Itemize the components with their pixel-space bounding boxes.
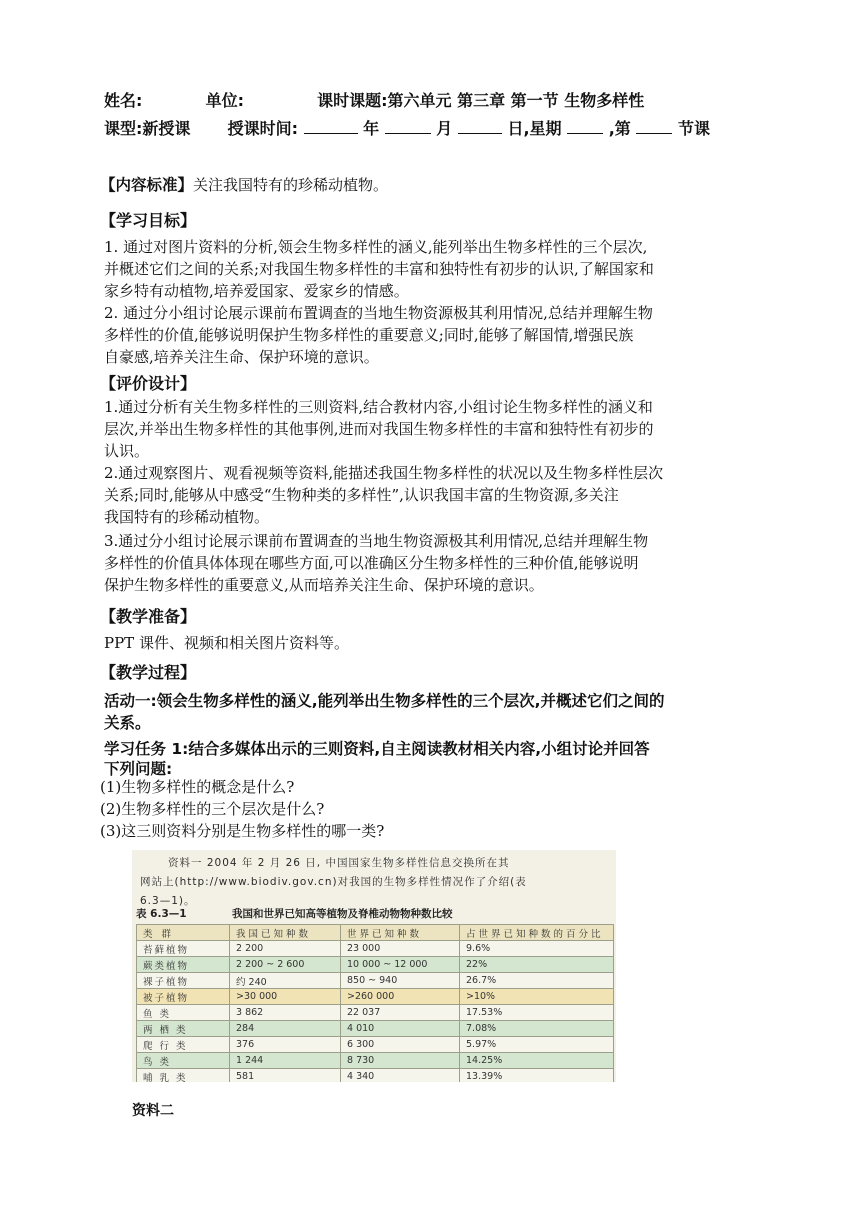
group-cell: 蕨类植物: [137, 957, 230, 973]
content-standard-heading: 【内容标准】: [100, 176, 194, 194]
activity-line: 关系。: [104, 714, 151, 732]
world-count-cell: 10 000 ~ 12 000: [341, 957, 460, 973]
table-row: [137, 941, 614, 957]
teaching-time-label: 授课时间:: [227, 119, 298, 138]
world-count-cell: 22 037: [341, 1005, 460, 1021]
content-standard: [100, 174, 388, 196]
world-count-cell: 23 000: [341, 941, 460, 957]
world-count-cell: 850 ~ 940: [341, 973, 460, 989]
percent-cell: 26.7%: [460, 973, 614, 989]
material-one-intro-line: 6.3—1)。: [140, 895, 196, 907]
table-row: [137, 1037, 614, 1053]
evaluation-line: 认识。: [104, 442, 150, 460]
preparation-text: PPT 课件、视频和相关图片资料等。: [104, 634, 349, 652]
evaluation-heading: 【评价设计】: [100, 374, 197, 393]
unit-label: 单位:: [205, 91, 244, 110]
group-cell: 爬 行 类: [137, 1037, 230, 1053]
material-one-intro: [140, 854, 608, 911]
china-count-cell: 1 244: [230, 1053, 341, 1069]
material-one-figure: [132, 850, 616, 1082]
evaluation-line: 保护生物多样性的重要意义,从而培养关注生命、保护环境的意识。: [104, 576, 544, 594]
china-count-cell: 284: [230, 1021, 341, 1037]
content-standard-text: 关注我国特有的珍稀动植物。: [193, 176, 389, 194]
china-count-cell: 2 200: [230, 941, 341, 957]
table-header-row: [137, 925, 614, 941]
table-row: [137, 1005, 614, 1021]
table-row: [137, 1053, 614, 1069]
percent-cell: >10%: [460, 989, 614, 1005]
task-line: 学习任务 1:结合多媒体出示的三则资料,自主阅读教材相关内容,小组讨论并回答: [104, 740, 650, 758]
table-number: 表 6.3—1: [136, 908, 187, 920]
group-cell: 被子植物: [137, 989, 230, 1005]
day-blank: [458, 119, 502, 134]
percent-cell: 7.08%: [460, 1021, 614, 1037]
name-label: 姓名:: [104, 91, 143, 110]
month-blank: [385, 119, 431, 134]
world-count-cell: >260 000: [341, 989, 460, 1005]
learning-goal-line: 自豪感,培养关注生命、保护环境的意识。: [104, 348, 379, 366]
china-count-cell: 2 200 ~ 2 600: [230, 957, 341, 973]
group-cell: 鱼 类: [137, 1005, 230, 1021]
period-suffix: 节课: [677, 119, 710, 138]
group-cell: 苔藓植物: [137, 941, 230, 957]
china-count-cell: >30 000: [230, 989, 341, 1005]
lesson-topic: 课时课题:第六单元 第三章 第一节 生物多样性: [317, 91, 645, 110]
year-label: 年: [363, 119, 380, 138]
learning-goals-heading: 【学习目标】: [100, 211, 197, 230]
column-header: 类 群: [137, 925, 230, 941]
month-label: 月: [436, 119, 453, 138]
column-header: 世界已知种数: [341, 925, 460, 941]
evaluation-line: 层次,并举出生物多样性的其他事例,进而对我国生物多样性的丰富和独特性有初步的: [104, 420, 654, 438]
table-row: [137, 973, 614, 989]
task-line: 下列问题:: [104, 760, 173, 778]
activity-line: 活动一:领会生物多样性的涵义,能列举出生物多样性的三个层次,并概述它们之间的: [104, 692, 665, 710]
percent-cell: 9.6%: [460, 941, 614, 957]
header-row-2: [104, 116, 710, 139]
group-cell: 裸子植物: [137, 973, 230, 989]
table-row: [137, 989, 614, 1005]
learning-goal-line: 并概述它们之间的关系;对我国生物多样性的丰富和独特性有初步的认识,了解国家和: [104, 260, 654, 278]
period-prefix: ,第: [608, 119, 631, 138]
preparation-heading: 【教学准备】: [100, 607, 197, 626]
weekday-blank: [567, 119, 603, 134]
species-table: [136, 924, 614, 1082]
evaluation-line: 关系;同时,能够从中感受“生物种类的多样性”,认识我国丰富的生物资源,多关注: [104, 486, 619, 504]
china-count-cell: 581: [230, 1069, 341, 1083]
world-count-cell: 6 300: [341, 1037, 460, 1053]
day-label: 日,星期: [507, 119, 562, 138]
question-item: (2)生物多样性的三个层次是什么?: [100, 800, 325, 818]
evaluation-line: 3.通过分小组讨论展示课前布置调查的当地生物资源极其利用情况,总结并理解生物: [104, 532, 649, 550]
material-two-label: 资料二: [132, 1103, 174, 1119]
evaluation-line: 2.通过观察图片、观看视频等资料,能描述我国生物多样性的状况以及生物多样性层次: [104, 464, 664, 482]
table-caption: [136, 906, 453, 921]
group-cell: 哺 乳 类: [137, 1069, 230, 1083]
year-blank: [304, 119, 358, 134]
china-count-cell: 约 240: [230, 973, 341, 989]
question-item: (1)生物多样性的概念是什么?: [100, 778, 295, 796]
period-blank: [636, 119, 672, 134]
percent-cell: 22%: [460, 957, 614, 973]
table-title: 我国和世界已知高等植物及脊椎动物物种数比较: [232, 908, 453, 920]
header-row-1: [104, 88, 644, 111]
world-count-cell: 4 340: [341, 1069, 460, 1083]
percent-cell: 17.53%: [460, 1005, 614, 1021]
group-cell: 两 栖 类: [137, 1021, 230, 1037]
percent-cell: 14.25%: [460, 1053, 614, 1069]
material-one-intro-line: 网站上(http://www.biodiv.gov.cn)对我国的生物多样性情况作了介绍(表: [140, 876, 527, 888]
evaluation-line: 多样性的价值具体体现在哪些方面,可以准确区分生物多样性的三种价值,能够说明: [104, 554, 639, 572]
column-header: 我国已知种数: [230, 925, 341, 941]
learning-goal-line: 1. 通过对图片资料的分析,领会生物多样性的涵义,能列举出生物多样性的三个层次,: [104, 238, 648, 256]
process-heading: 【教学过程】: [100, 663, 197, 682]
evaluation-line: 1.通过分析有关生物多样性的三则资料,结合教材内容,小组讨论生物多样性的涵义和: [104, 398, 653, 416]
group-cell: 鸟 类: [137, 1053, 230, 1069]
material-one-intro-line: 资料一 2004 年 2 月 26 日, 中国国家生物多样性信息交换所在其: [168, 857, 510, 869]
china-count-cell: 376: [230, 1037, 341, 1053]
china-count-cell: 3 862: [230, 1005, 341, 1021]
learning-goal-line: 家乡特有动植物,培养爱国家、爱家乡的情感。: [104, 282, 409, 300]
learning-goal-line: 2. 通过分小组讨论展示课前布置调查的当地生物资源极其利用情况,总结并理解生物: [104, 304, 653, 322]
percent-cell: 5.97%: [460, 1037, 614, 1053]
lesson-type: 课型:新授课: [104, 119, 191, 138]
table-row: [137, 1021, 614, 1037]
percent-cell: 13.39%: [460, 1069, 614, 1083]
learning-goal-line: 多样性的价值,能够说明保护生物多样性的重要意义;同时,能够了解国情,增强民族: [104, 326, 634, 344]
question-item: (3)这三则资料分别是生物多样性的哪一类?: [100, 822, 385, 840]
column-header: 占世界已知种数的百分比: [460, 925, 614, 941]
table-row: [137, 957, 614, 973]
table-row: [137, 1069, 614, 1083]
world-count-cell: 4 010: [341, 1021, 460, 1037]
evaluation-line: 我国特有的珍稀动植物。: [104, 508, 270, 526]
world-count-cell: 8 730: [341, 1053, 460, 1069]
